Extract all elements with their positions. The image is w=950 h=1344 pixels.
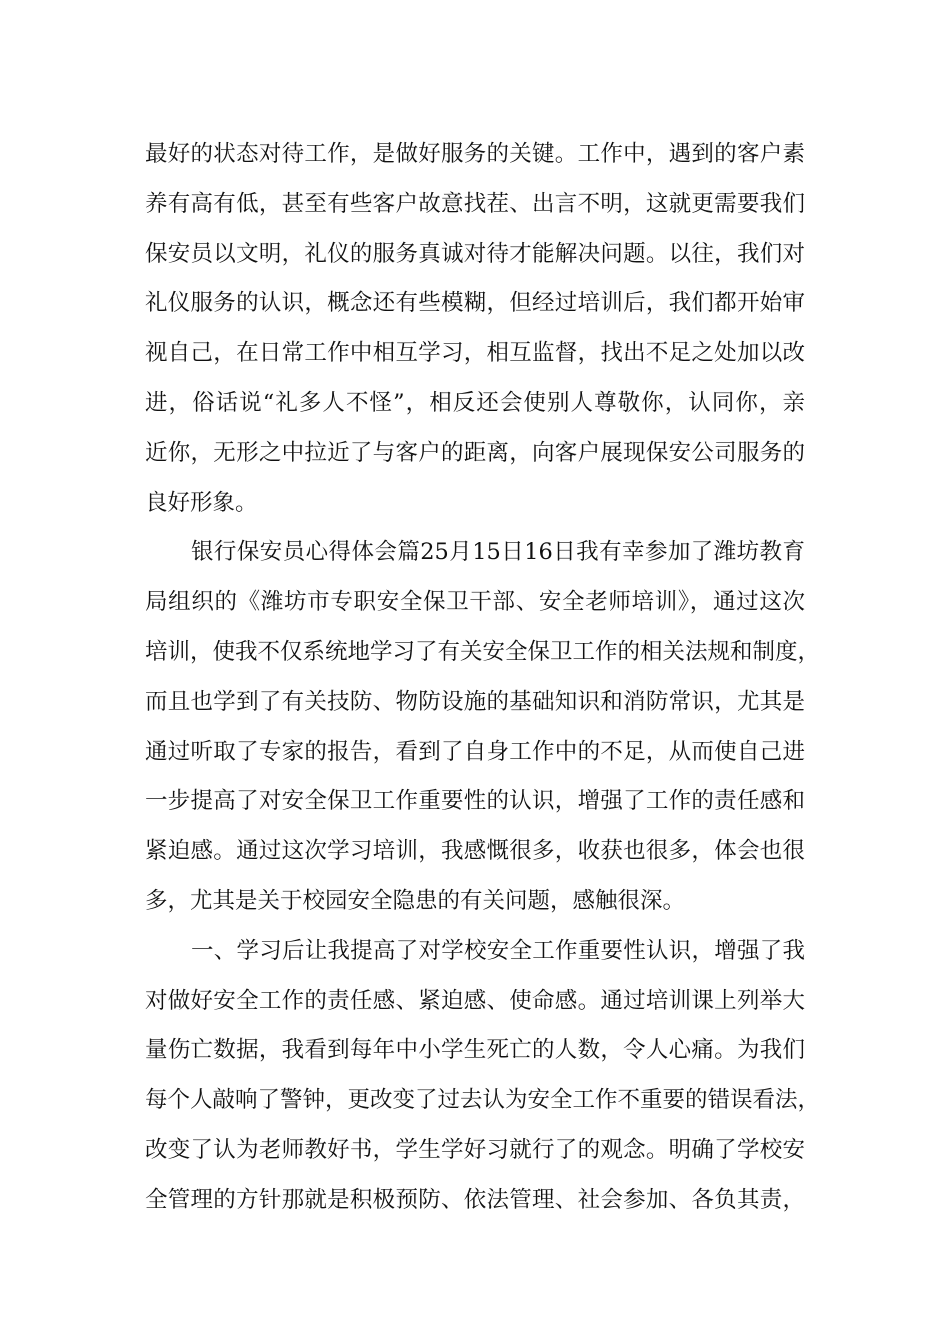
text-line: 局组织的《潍坊市专职安全保卫干部、安全老师培训》，通过这次: [145, 589, 805, 616]
text-line: 最好的状态对待工作，是做好服务的关键。工作中，遇到的客户素: [145, 141, 805, 167]
text-line: 改变了认为老师教好书，学生学好习就行了的观念。明确了学校安: [145, 1136, 805, 1163]
text-line: 每个人敲响了警钟，更改变了过去认为安全工作不重要的错误看法，: [145, 1087, 821, 1114]
text-line: 进，俗话说“礼多人不怪”，相反还会使别人尊敬你，认同你，亲: [145, 389, 805, 416]
text-line: 培训，使我不仅系统地学习了有关安全保卫工作的相关法规和制度，: [145, 638, 821, 665]
text-line: 一步提高了对安全保卫工作重要性的认识，增强了工作的责任感和: [145, 788, 805, 815]
text-line: 对做好安全工作的责任感、紧迫感、使命感。通过培训课上列举大: [145, 987, 805, 1014]
text-line: 一、学习后让我提高了对学校安全工作重要性认识，增强了我: [191, 937, 805, 964]
text-line: 量伤亡数据，我看到每年中小学生死亡的人数，令人心痛。为我们: [145, 1037, 805, 1064]
document-body: [145, 130, 821, 1226]
text-line: 养有高有低，甚至有些客户故意找茬、出言不明，这就更需要我们: [145, 190, 805, 217]
text-line: 而且也学到了有关技防、物防设施的基础知识和消防常识，尤其是: [145, 688, 805, 715]
text-line: 银行保安员心得体会篇25月15日16日我有幸参加了潍坊教育: [191, 539, 805, 566]
text-line: 紧迫感。通过这次学习培训，我感慨很多，收获也很多，体会也很: [145, 838, 805, 865]
text-line: 礼仪服务的认识，概念还有些模糊，但经过培训后，我们都开始审: [145, 290, 805, 317]
text-line: 多，尤其是关于校园安全隐患的有关问题，感触很深。: [145, 887, 686, 914]
text-line: 保安员以文明，礼仪的服务真诚对待才能解决问题。以往，我们对: [145, 240, 805, 267]
text-line: 视自己，在日常工作中相互学习，相互监督，找出不足之处加以改: [145, 340, 805, 367]
text-line: 近你，无形之中拉近了与客户的距离，向客户展现保安公司服务的: [145, 439, 805, 466]
text-line: 良好形象。: [145, 489, 258, 516]
text-line: 通过听取了专家的报告，看到了自身工作中的不足，从而使自己进: [145, 738, 805, 765]
text-line: 全管理的方针那就是积极预防、依法管理、社会参加、各负其责，: [145, 1186, 805, 1213]
